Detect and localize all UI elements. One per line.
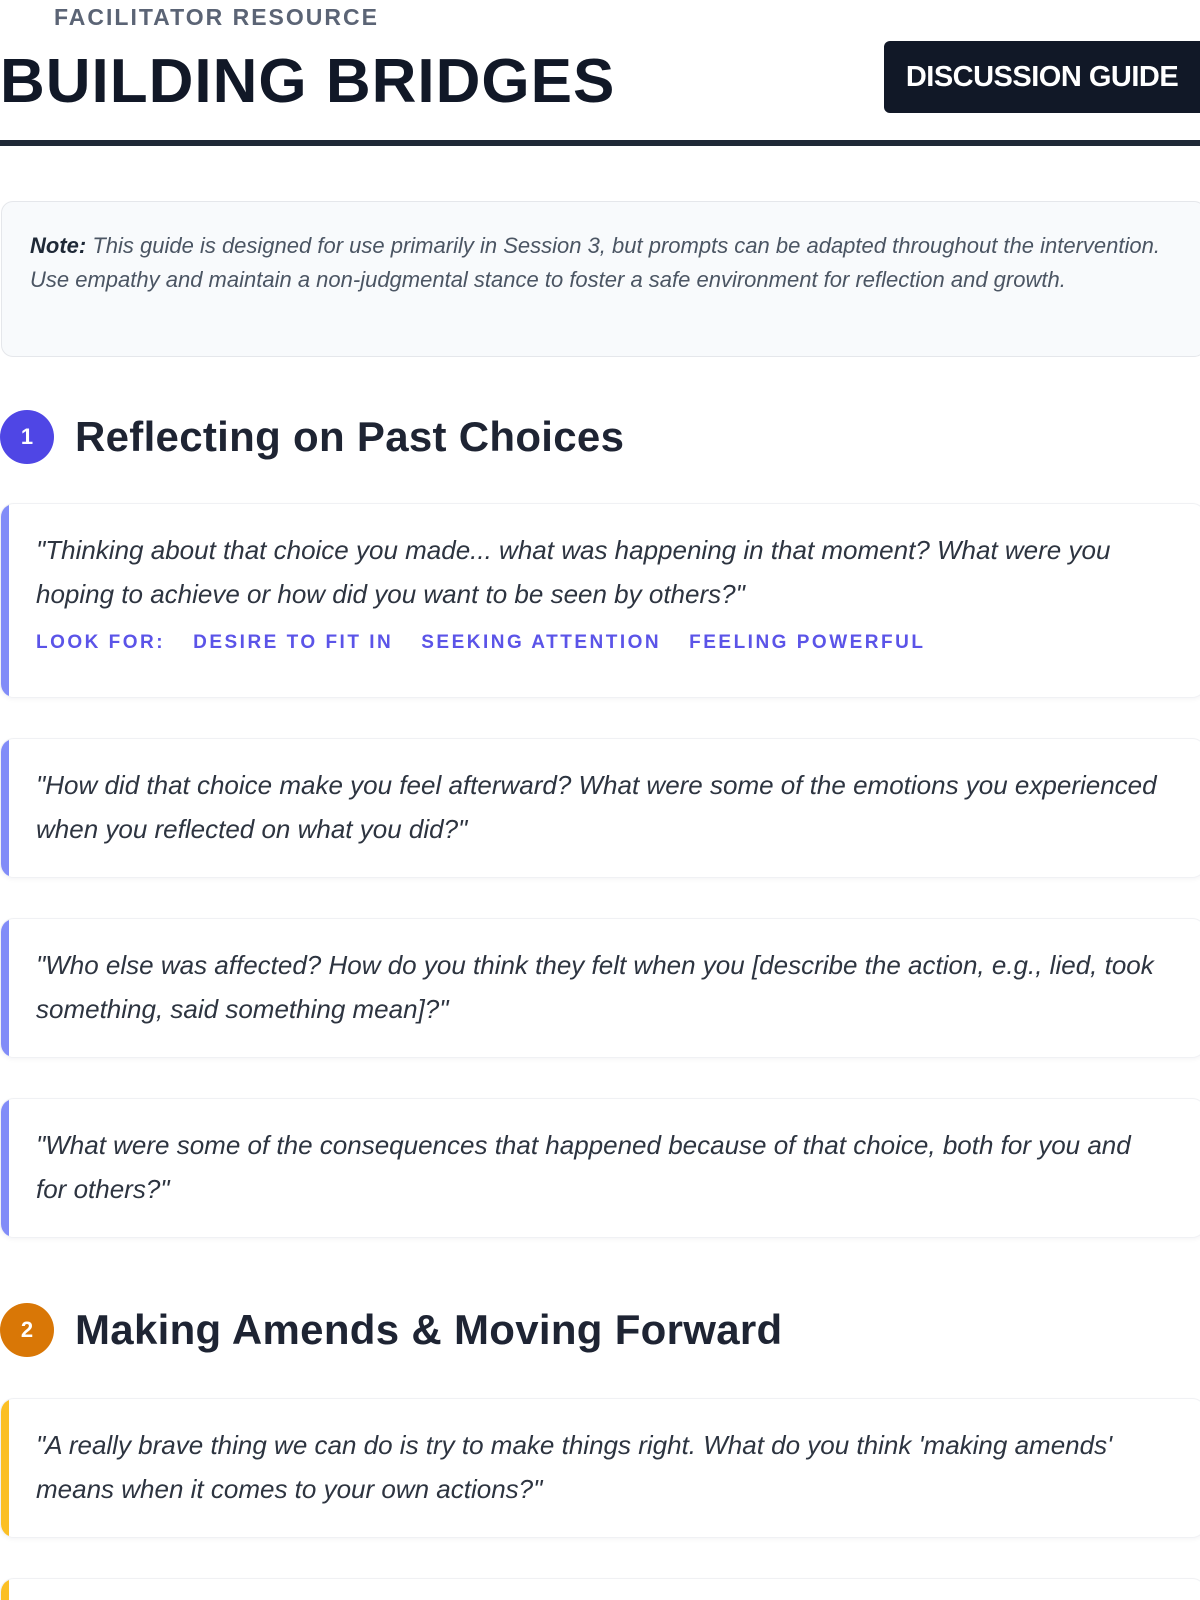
prompt-card — [0, 918, 1200, 1058]
prompt-quote: "What were some of the consequences that happened because of that choice, both for you and for others?" — [36, 1130, 1131, 1204]
facilitator-note — [1, 201, 1200, 357]
note-text: This guide is designed for use primarily in Session 3, but prompts can be adapted throughout the intervention. Use empathy and maintain a non-judgmental stance to foster a safe environment for reflection and growth. — [30, 233, 1160, 292]
look-for-tag: DESIRE TO FIT IN — [193, 632, 394, 653]
page-title: BUILDING BRIDGES — [0, 47, 616, 116]
prompt-quote: "A really brave thing we can do is try to make things right. What do you think 'making amends' means when it comes to your own actions?" — [36, 1430, 1113, 1504]
section-header-2 — [0, 1303, 783, 1357]
prompt-card-partial — [0, 1578, 1200, 1600]
discussion-guide-button[interactable]: DISCUSSION GUIDE — [884, 41, 1200, 113]
prompt-quote: "How did that choice make you feel afterward? What were some of the emotions you experienced when you reflected on what you did?" — [36, 770, 1157, 844]
prompt-card — [0, 1098, 1200, 1238]
header-divider — [0, 140, 1200, 146]
look-for-tags — [36, 632, 1165, 654]
section-title: Making Amends & Moving Forward — [75, 1306, 783, 1353]
eyebrow-label: FACILITATOR RESOURCE — [54, 4, 379, 30]
look-for-label: LOOK FOR: — [36, 632, 166, 653]
section-number-badge: 2 — [0, 1303, 54, 1357]
section-header-1 — [0, 410, 624, 464]
prompt-card — [0, 503, 1200, 698]
prompt-card — [0, 1398, 1200, 1538]
prompt-card — [0, 738, 1200, 878]
look-for-tag: FEELING POWERFUL — [689, 632, 926, 653]
prompt-quote: "Thinking about that choice you made... what was happening in that moment? What were you hoping to achieve or how did you want to be seen by others?" — [36, 535, 1111, 609]
page-header — [0, 0, 1200, 148]
prompt-quote: "Who else was affected? How do you think they felt when you [describe the action, e.g., lied, took something, said something mean]?" — [36, 950, 1154, 1024]
section-title: Reflecting on Past Choices — [75, 413, 625, 460]
note-label: Note: — [30, 233, 87, 258]
look-for-tag: SEEKING ATTENTION — [421, 632, 662, 653]
section-number-badge: 1 — [0, 410, 54, 464]
